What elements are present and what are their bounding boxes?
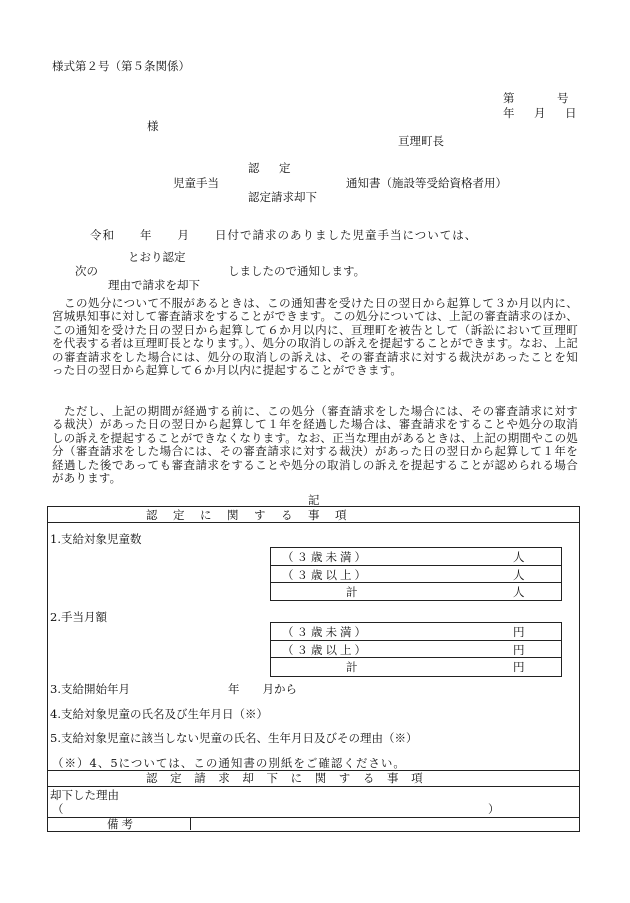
intro-riyuu-kyakka: 理由で請求を却下 xyxy=(108,278,200,292)
kyakka-reason-open-paren: （ xyxy=(52,802,64,816)
title-tsuchisho: 通知書（施設等受給資格者用） xyxy=(346,176,507,190)
title-kyakka: 認定請求却下 xyxy=(248,190,317,204)
amount-total-unit: 円 xyxy=(513,660,525,674)
amount-under3-label: （３歳未満） xyxy=(282,625,369,639)
kyakka-reason-close-paren: ） xyxy=(488,802,500,816)
title-jido-teate: 児童手当 xyxy=(173,176,219,190)
date-line: 年 月 日 xyxy=(503,106,581,120)
child-under3-unit: 人 xyxy=(513,550,525,564)
amount-under3-unit: 円 xyxy=(513,625,525,639)
item-child-count: 1.支給対象児童数 xyxy=(50,532,142,546)
note-annex: （※）4、5については、この通知書の別紙をご確認ください。 xyxy=(52,756,406,770)
child-over3-label: （３歳以上） xyxy=(282,568,369,582)
intro-shimashita: しましたので通知します。 xyxy=(228,264,366,278)
item-monthly-amount: 2.手当月額 xyxy=(50,610,107,624)
ki-label: 記 xyxy=(308,493,320,507)
intro-tsugi-no: 次の xyxy=(75,264,98,278)
intro-toori-nintei: とおり認定 xyxy=(128,250,186,264)
document-number: 第 号 xyxy=(503,91,571,105)
amount-over3-label: （３歳以上） xyxy=(282,643,369,657)
appeal-notice-paragraph-1: この処分について不服があるときは、この通知書を受けた日の翌日から起算して３か月以内に、宮城県知事に対して審査請求をすることができます。この処分については、上記の審査請求のほか、この通知を受けた日の翌日から起算して６か月以内に、亘理町を被告として（訴訟において亘理町を代表する者は亘理町長となります。）、処分の取消しの訴えを提起することができます。なお、上記の審査請求をした場合には、処分の取消しの訴えは、その審査請求に対する裁決があったことを知った日の翌日から起算して６か月以内に提起することができます。 xyxy=(52,296,578,378)
start-month-value: 年 月から xyxy=(228,682,297,696)
child-total-label: 計 xyxy=(346,585,358,599)
child-over3-unit: 人 xyxy=(513,568,525,582)
intro-line: 令和 年 月 日付で請求のありました児童手当については、 xyxy=(90,228,478,242)
item-child-names: 4.支給対象児童の氏名及び生年月日（※） xyxy=(50,707,268,721)
biko-label: 備考 xyxy=(107,817,136,831)
child-under3-label: （３歳未満） xyxy=(282,550,369,564)
addressee-suffix: 様 xyxy=(147,119,159,133)
kyakka-reason-label: 却下した理由 xyxy=(50,788,119,802)
child-total-unit: 人 xyxy=(513,585,525,599)
item-start-month: 3.支給開始年月 xyxy=(50,682,130,696)
issuer: 亘理町長 xyxy=(398,134,444,148)
kyakka-section-header: 認定請求却下に関する事項 xyxy=(146,771,436,785)
title-nintei: 認 定 xyxy=(248,161,295,175)
amount-over3-unit: 円 xyxy=(513,643,525,657)
amount-total-label: 計 xyxy=(346,660,358,674)
item-non-eligible-children: 5.支給対象児童に該当しない児童の氏名、生年月日及びその理由（※） xyxy=(50,731,418,745)
nintei-section-header: 認 定 に 関 す る 事 項 xyxy=(146,508,349,522)
appeal-notice-paragraph-2: ただし、上記の期間が経過する前に、この処分（審査請求をした場合には、その審査請求に対する裁決）があった日の翌日から起算して１年を経過した場合は、審査請求をすることや処分の取消しの訴えを提起することができなくなります。なお、正当な理由があるときは、上記の期間やこの処分（審査請求をした場合には、その審査請求に対する裁決）があった日の翌日から起算して１年を経過した後であっても審査請求をすることや処分の取消しの訴えを提起することが認められる場合があります。 xyxy=(52,404,578,486)
form-number: 様式第２号（第５条関係） xyxy=(52,59,190,73)
